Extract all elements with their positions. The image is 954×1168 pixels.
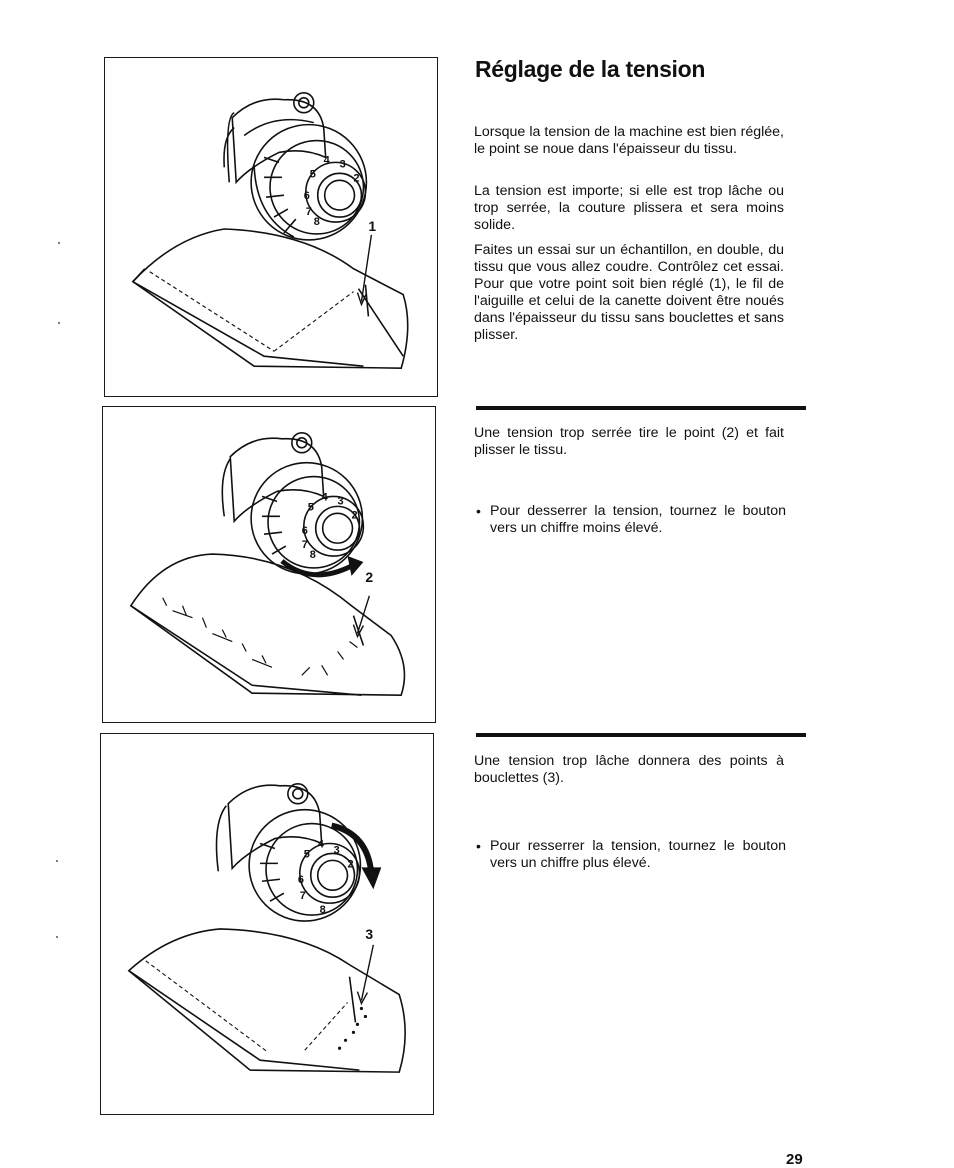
- dial-digit: 3: [339, 158, 346, 171]
- paragraph-correct-2: La tension est importe; si elle est trop lâche ou trop serrée, la couture plissera et sera moins solide.: [474, 183, 784, 233]
- dial-digit: 5: [307, 501, 314, 514]
- paragraph-tight: Une tension trop serrée tire le point (2) et fait plisser le tissu.: [474, 425, 784, 458]
- stitch-line: [146, 961, 348, 1052]
- bullet-loose: [474, 838, 786, 872]
- bullet-dot: •: [476, 838, 481, 854]
- puckered-stitches: [163, 598, 358, 676]
- dial-digit: 2: [347, 858, 354, 871]
- dial-digit: 7: [301, 539, 308, 552]
- figure-loose-tension: [100, 733, 434, 1115]
- dial-digit: 4: [323, 154, 330, 167]
- dial-digit: 8: [319, 904, 326, 917]
- scan-speck: [58, 322, 60, 324]
- dial-digit: 8: [313, 216, 320, 229]
- dial-digit: 3: [337, 495, 344, 508]
- illustration-loose-tension: [101, 734, 433, 1114]
- dial-digit: 2: [351, 509, 358, 522]
- fabric-illustration: [133, 229, 408, 368]
- dial-digit: 4: [321, 491, 328, 504]
- scan-speck: [56, 860, 58, 862]
- dial-digit: 6: [303, 190, 310, 203]
- callout-label: 1: [368, 217, 377, 234]
- bullet-tight: [474, 503, 786, 537]
- page-number: 29: [786, 1151, 803, 1168]
- section-divider: [476, 406, 806, 410]
- paragraph-correct-1: Lorsque la tension de la machine est bien réglée, le point se noue dans l'épaisseur du tissu.: [474, 124, 784, 157]
- fabric-illustration: [131, 554, 405, 695]
- dial-digit: 5: [309, 168, 316, 181]
- scan-speck: [58, 242, 60, 244]
- dial-digit: 6: [297, 874, 304, 887]
- bullet-tight-text: Pour desserrer la tension, tournez le bouton vers un chiffre moins élevé.: [490, 503, 786, 536]
- paragraph-loose: Une tension trop lâche donnera des points à bouclettes (3).: [474, 753, 784, 786]
- dial-digit: 3: [333, 844, 340, 857]
- bullet-dot: •: [476, 503, 481, 519]
- dial-digit: 8: [309, 549, 316, 562]
- dial-digit: 4: [317, 838, 324, 851]
- loop-stitches: [338, 1007, 367, 1050]
- dial-digit: 6: [301, 525, 308, 538]
- callout-label: 3: [365, 925, 374, 942]
- section-divider: [476, 733, 806, 737]
- dial-digit: 5: [303, 848, 310, 861]
- callout-label: 2: [365, 568, 374, 585]
- bullet-loose-text: Pour resserrer la tension, tournez le bouton vers un chiffre plus élevé.: [490, 838, 786, 871]
- dial-digit: 2: [353, 172, 360, 185]
- figure-tight-tension: [102, 406, 436, 723]
- paragraph-correct-3: Faites un essai sur un échantillon, en double, du tissu que vous allez coudre. Contrôlez cet essai. Pour que votre point soit bien réglé (1), le fil de l'aiguille et celui de la canette doivent être noués dans l'épaisseur du tissu sans bouclettes et sans plisser.: [474, 242, 784, 343]
- stitch-line: [150, 272, 354, 352]
- dial-digit: 7: [299, 890, 306, 903]
- page-title: Réglage de la tension: [475, 56, 706, 82]
- scan-speck: [56, 936, 58, 938]
- illustration-correct-tension: [105, 58, 437, 396]
- figure-correct-tension: [104, 57, 438, 397]
- illustration-tight-tension: [103, 407, 435, 722]
- dial-digit: 7: [305, 206, 312, 219]
